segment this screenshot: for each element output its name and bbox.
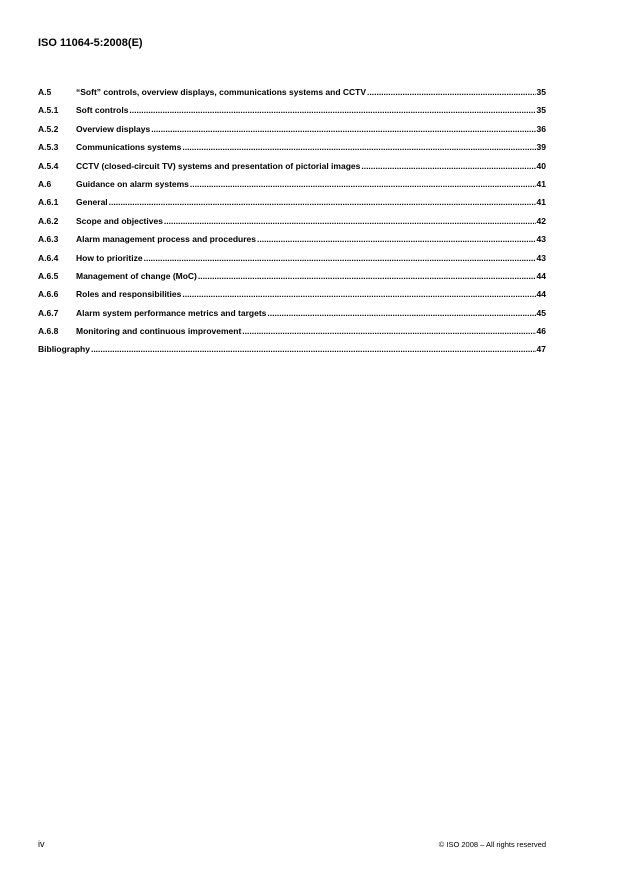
toc-title: General	[76, 197, 108, 208]
page-number: iv	[38, 839, 45, 849]
toc-entry-a6-2[interactable]	[38, 216, 546, 234]
toc-leader	[198, 271, 536, 281]
toc-entry-a6[interactable]	[38, 179, 546, 197]
toc-page: 40	[536, 160, 546, 171]
toc-title: Communications systems	[76, 142, 182, 153]
toc-number: A.6.5	[38, 270, 59, 281]
toc-entry-a6-3[interactable]	[38, 234, 546, 252]
toc-title: Scope and objectives	[76, 215, 163, 226]
toc-leader	[182, 289, 535, 299]
toc-number: A.5.3	[38, 142, 59, 153]
toc-page: 42	[536, 215, 546, 226]
toc-title: Guidance on alarm systems	[76, 178, 189, 189]
toc-leader	[144, 253, 536, 263]
toc-title: How to prioritize	[76, 252, 143, 263]
toc-number: A.6.8	[38, 326, 59, 337]
toc-page: 47	[536, 344, 546, 355]
document-id: ISO 11064-5:2008(E)	[38, 37, 143, 49]
toc-entry-a6-8[interactable]	[38, 326, 546, 344]
toc-leader	[367, 87, 536, 97]
toc-leader	[91, 344, 536, 354]
toc-leader	[361, 161, 535, 171]
toc-leader	[182, 142, 535, 152]
toc-entry-a6-5[interactable]	[38, 271, 546, 289]
toc-number: A.5.2	[38, 123, 59, 134]
toc-entry-a5[interactable]	[38, 87, 546, 105]
toc-title: Soft controls	[76, 105, 129, 116]
toc-page: 44	[536, 289, 546, 300]
toc-title: Monitoring and continuous improvement	[76, 326, 242, 337]
toc-number: A.6	[38, 178, 52, 189]
toc-title: CCTV (closed-circuit TV) systems and presentation of pictorial images	[76, 160, 361, 171]
toc-entry-a6-6[interactable]	[38, 289, 546, 307]
toc-title: “Soft” controls, overview displays, communications systems and CCTV	[76, 87, 367, 97]
toc-title: Alarm system performance metrics and targets	[76, 307, 267, 318]
toc-entry-a5-3[interactable]	[38, 142, 546, 160]
toc-title: Roles and responsibilities	[76, 289, 182, 300]
toc-title: Overview displays	[76, 123, 151, 134]
toc-title: Alarm management process and procedures	[76, 234, 256, 245]
toc-page: 39	[536, 142, 546, 153]
toc-number: A.6.4	[38, 252, 59, 263]
toc-entry-a5-2[interactable]	[38, 124, 546, 142]
toc-number: A.5.1	[38, 105, 59, 116]
toc-page: 35	[536, 87, 546, 97]
toc-number: A.6.1	[38, 197, 59, 208]
toc-page: 43	[536, 252, 546, 263]
toc-leader	[109, 197, 536, 207]
toc-title: Management of change (MoC)	[76, 270, 197, 281]
toc-title: Bibliography	[38, 344, 90, 355]
toc-page: 44	[536, 270, 546, 281]
toc-number: A.6.6	[38, 289, 59, 300]
toc-page: 41	[536, 178, 546, 189]
toc-page: 36	[536, 123, 546, 134]
toc-number: A.5.4	[38, 160, 59, 171]
toc-leader	[190, 179, 536, 189]
toc-entry-bibliography[interactable]	[38, 344, 546, 362]
toc-leader	[257, 234, 536, 244]
toc-page: 45	[536, 307, 546, 318]
toc-entry-a6-1[interactable]	[38, 197, 546, 215]
toc-entry-a6-7[interactable]	[38, 308, 546, 326]
toc-entry-a6-4[interactable]	[38, 253, 546, 271]
copyright-notice: © ISO 2008 – All rights reserved	[438, 840, 546, 849]
toc-leader	[242, 326, 535, 336]
toc-page: 35	[536, 105, 546, 116]
toc-leader	[129, 105, 535, 115]
toc-number: A.5	[38, 87, 52, 97]
toc-number: A.6.7	[38, 307, 59, 318]
toc-leader	[164, 216, 536, 226]
toc-leader	[267, 308, 535, 318]
toc-page: 46	[536, 326, 546, 337]
toc-page: 41	[536, 197, 546, 208]
toc-entry-a5-1[interactable]	[38, 105, 546, 123]
toc-number: A.6.2	[38, 215, 59, 226]
toc-entry-a5-4[interactable]	[38, 161, 546, 179]
toc-leader	[151, 124, 535, 134]
toc-page: 43	[536, 234, 546, 245]
table-of-contents	[38, 87, 546, 363]
toc-number: A.6.3	[38, 234, 59, 245]
